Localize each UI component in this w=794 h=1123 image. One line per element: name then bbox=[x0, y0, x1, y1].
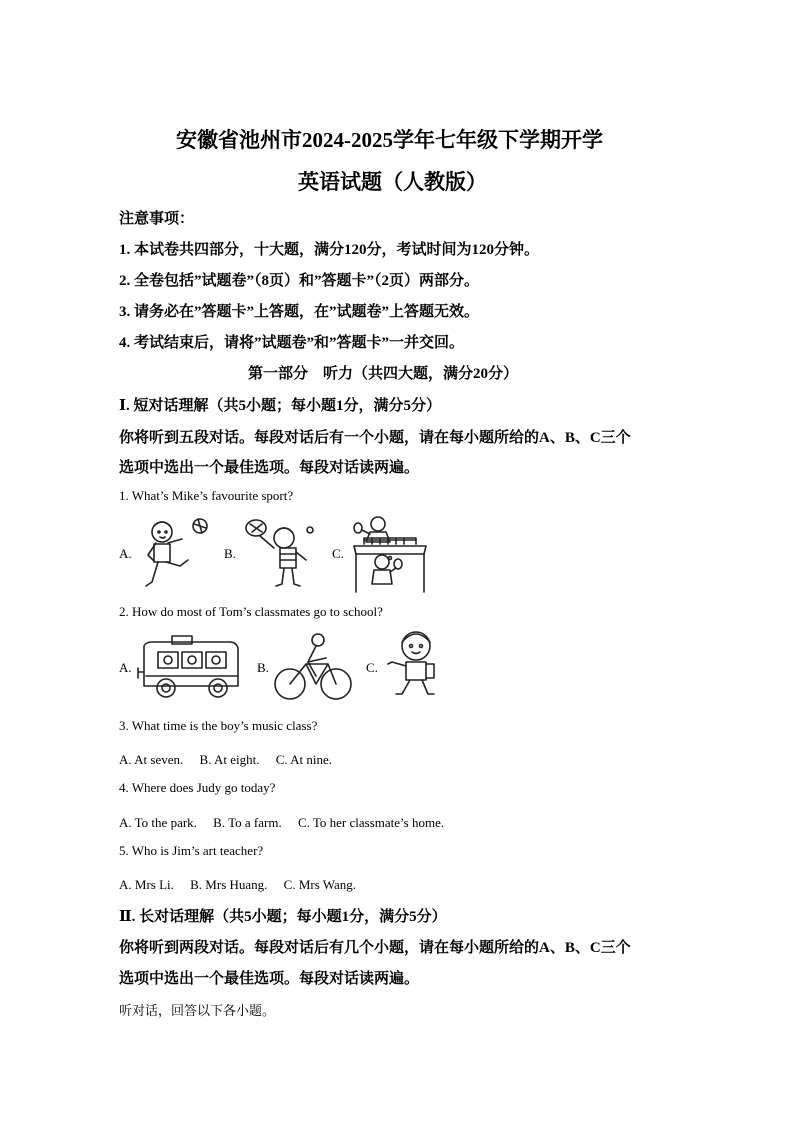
boy-playing-badminton-icon bbox=[240, 516, 320, 594]
notice-item-1: 1. 本试卷共四部分，十大题，满分120分，考试时间为120分钟。 bbox=[119, 242, 540, 258]
section2-listen-prompt: 听对话，回答以下各小题。 bbox=[119, 1003, 276, 1018]
question-2-option-c: C. bbox=[366, 660, 378, 675]
school-bus-icon bbox=[136, 632, 242, 702]
question-1-option-b: B. bbox=[224, 546, 236, 561]
boy-kicking-football-icon bbox=[136, 516, 212, 594]
question-4-options: A. To the park. B. To a farm. C. To her classmate’s home. bbox=[119, 815, 445, 830]
question-2-option-b: B. bbox=[257, 660, 269, 675]
notice-item-4: 4. 考试结束后，请将”试题卷”和”答题卡”一并交回。 bbox=[119, 335, 465, 351]
exam-title-line2: 英语试题（人教版） bbox=[298, 170, 487, 194]
question-2-option-a: A. bbox=[119, 660, 132, 675]
notice-heading: 注意事项： bbox=[119, 211, 195, 227]
part1-heading: 第一部分 听力（共四大题，满分20分） bbox=[248, 366, 519, 382]
bicycle-rider-icon bbox=[272, 632, 354, 702]
section1-heading: Ⅰ. 短对话理解（共5小题；每小题1分，满分5分） bbox=[119, 398, 442, 414]
question-1-text: 1. What’s Mike’s favourite sport? bbox=[119, 488, 294, 503]
section2-instructions-line1: 你将听到两段对话。每段对话后有几个小题，请在每小题所给的A、B、C三个 bbox=[119, 940, 631, 956]
question-1-option-c: C. bbox=[332, 546, 344, 561]
notice-item-3: 3. 请务必在”答题卡”上答题，在”试题卷”上答题无效。 bbox=[119, 304, 480, 320]
question-1-option-a: A. bbox=[119, 546, 132, 561]
question-2-text: 2. How do most of Tom’s classmates go to school? bbox=[119, 604, 383, 619]
section2-heading: Ⅱ. 长对话理解（共5小题；每小题1分，满分5分） bbox=[119, 909, 447, 925]
question-5-text: 5. Who is Jim’s art teacher? bbox=[119, 843, 264, 858]
question-3-text: 3. What time is the boy’s music class? bbox=[119, 718, 318, 733]
section2-instructions-line2: 选项中选出一个最佳选项。每段对话读两遍。 bbox=[119, 971, 420, 987]
question-3-options: A. At seven. B. At eight. C. At nine. bbox=[119, 752, 333, 767]
question-5-options: A. Mrs Li. B. Mrs Huang. C. Mrs Wang. bbox=[119, 877, 357, 892]
walking-boy-icon bbox=[382, 628, 448, 700]
exam-title-line1: 安徽省池州市2024-2025学年七年级下学期开学 bbox=[176, 128, 603, 152]
table-tennis-icon bbox=[350, 514, 430, 594]
section1-instructions-line2: 选项中选出一个最佳选项。每段对话读两遍。 bbox=[119, 460, 420, 476]
section1-instructions-line1: 你将听到五段对话。每段对话后有一个小题，请在每小题所给的A、B、C三个 bbox=[119, 430, 631, 446]
question-4-text: 4. Where does Judy go today? bbox=[119, 780, 276, 795]
notice-item-2: 2. 全卷包括”试题卷”（8页）和”答题卡”（2页）两部分。 bbox=[119, 273, 480, 289]
